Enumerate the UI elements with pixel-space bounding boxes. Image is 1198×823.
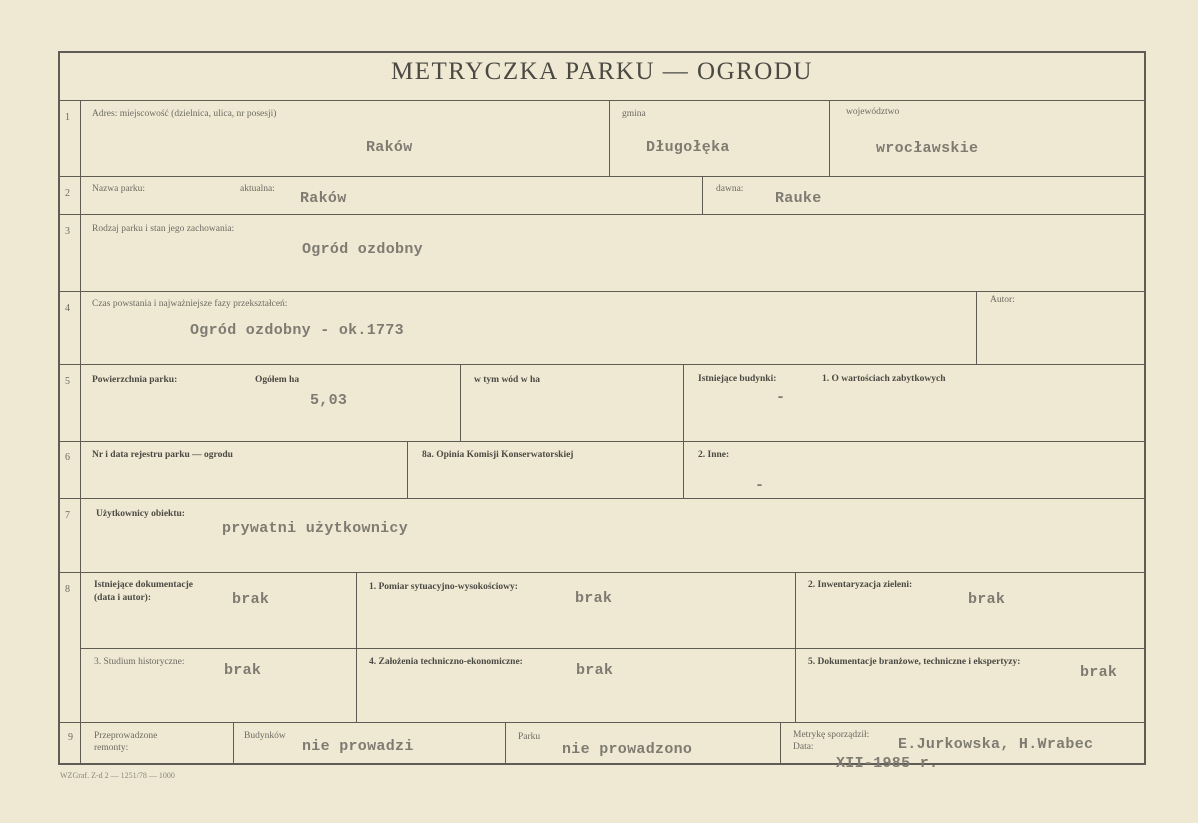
row-number: 2 <box>65 188 70 199</box>
row-number: 7 <box>65 510 70 521</box>
row-number: 8 <box>65 584 70 595</box>
form-title: METRYCZKA PARKU — OGRODU <box>391 58 813 85</box>
voivodeship-value: wrocławskie <box>876 140 979 157</box>
divider-row5 <box>58 441 1146 442</box>
former-name-label: dawna: <box>716 184 744 194</box>
origin-value: Ogród ozdobny - ok.1773 <box>190 322 404 339</box>
divider-title <box>58 100 1146 101</box>
current-name-value: Raków <box>300 190 347 207</box>
documentation-label: Istniejące dokumentacje <box>94 580 193 590</box>
buildings-label: Istniejące budynki: <box>698 374 777 384</box>
area-label: Powierzchnia parku: <box>92 375 178 385</box>
other-buildings-label: 2. Inne: <box>698 450 730 460</box>
park-type-value: Ogród ozdobny <box>302 241 423 258</box>
vline-row4 <box>976 291 977 364</box>
register-label: Nr i data rejestru parku — ogrodu <box>92 450 233 460</box>
total-area-value: 5,03 <box>310 392 348 409</box>
vline-row9-b <box>505 722 506 763</box>
technical-assumptions-label: 4. Założenia techniczno-ekonomiczne: <box>369 657 523 667</box>
row-number: 4 <box>65 303 70 314</box>
form-border-right <box>1144 51 1146 765</box>
survey-label: 1. Pomiar sytuacyjno-wysokościowy: <box>369 582 518 592</box>
number-column-line <box>80 100 81 765</box>
form-border-left <box>58 51 60 765</box>
print-footer: WZGraf. Z-d 2 — 1251/78 — 1000 <box>60 771 175 780</box>
park-renovation-label: Parku <box>518 732 541 742</box>
vline-row1-a <box>609 100 610 176</box>
row-number: 6 <box>65 452 70 463</box>
renovations-label-sub: remonty: <box>94 743 129 753</box>
park-name-label: Nazwa parku: <box>92 184 146 194</box>
date-label: Data: <box>793 742 814 752</box>
date-value: XII-1985 r. <box>836 755 939 772</box>
row-number: 9 <box>68 732 73 743</box>
address-value: Raków <box>366 139 413 156</box>
row-number: 1 <box>65 112 70 123</box>
divider-row6 <box>58 498 1146 499</box>
expertise-docs-value: brak <box>1080 664 1118 681</box>
vline-row2 <box>702 176 703 214</box>
technical-assumptions-value: brak <box>576 662 614 679</box>
other-buildings-value: - <box>755 477 765 494</box>
users-label: Użytkownicy obiektu: <box>96 509 185 519</box>
divider-row2 <box>58 214 1146 215</box>
vline-row5-b <box>683 364 684 498</box>
greenery-inventory-label: 2. Inwentaryzacja zieleni: <box>808 580 913 590</box>
voivodeship-label: województwo <box>846 107 900 117</box>
historic-value-label: 1. O wartościach zabytkowych <box>822 374 946 384</box>
park-type-label: Rodzaj parku i stan jego zachowania: <box>92 224 235 234</box>
vline-row8-b <box>795 572 796 722</box>
users-value: prywatni użytkownicy <box>222 520 409 537</box>
divider-row3 <box>58 291 1146 292</box>
park-renovation-value: nie prowadzono <box>562 741 693 758</box>
buildings-renovation-value: nie prowadzi <box>302 738 414 755</box>
vline-row5-a <box>460 364 461 441</box>
divider-row1 <box>58 176 1146 177</box>
vline-row9-c <box>780 722 781 763</box>
divider-row7 <box>58 572 1146 573</box>
greenery-inventory-value: brak <box>968 591 1006 608</box>
former-name-value: Rauke <box>775 190 822 207</box>
vline-row1-b <box>829 100 830 176</box>
vline-row6 <box>407 441 408 498</box>
gmina-value: Długołęka <box>646 139 730 156</box>
divider-row8-mid <box>80 648 1146 649</box>
current-name-label: aktualna: <box>240 184 275 194</box>
form-border-bottom <box>58 763 1146 765</box>
commission-opinion-label: 8a. Opinia Komisji Konserwatorskiej <box>422 450 574 460</box>
gmina-label: gmina <box>622 109 646 119</box>
origin-label: Czas powstania i najważniejsze fazy przekształceń: <box>92 299 288 309</box>
vline-row9-a <box>233 722 234 763</box>
form-border-top <box>58 51 1146 53</box>
historical-study-value: brak <box>224 662 262 679</box>
water-area-label: w tym wód w ha <box>474 375 540 385</box>
vline-row8-a <box>356 572 357 722</box>
address-label: Adres: miejscowość (dzielnica, ulica, nr posesji) <box>92 109 277 119</box>
prepared-by-value: E.Jurkowska, H.Wrabec <box>898 736 1094 753</box>
divider-row8 <box>58 722 1146 723</box>
row-number: 5 <box>65 376 70 387</box>
divider-row4 <box>58 364 1146 365</box>
total-area-label: Ogółem ha <box>255 375 300 385</box>
survey-value: brak <box>575 590 613 607</box>
buildings-renovation-label: Budynków <box>244 731 286 741</box>
renovations-label: Przeprowadzone <box>94 731 158 741</box>
author-label: Autor: <box>990 295 1015 305</box>
historical-study-label: 3. Studium historyczne: <box>94 657 185 667</box>
row-number: 3 <box>65 226 70 237</box>
documentation-value: brak <box>232 591 270 608</box>
documentation-label-sub: (data i autor): <box>94 593 151 603</box>
historic-value-value: - <box>776 389 786 406</box>
expertise-docs-label: 5. Dokumentacje branżowe, techniczne i ekspertyzy: <box>808 657 1021 667</box>
prepared-by-label: Metrykę sporządził: <box>793 730 870 740</box>
